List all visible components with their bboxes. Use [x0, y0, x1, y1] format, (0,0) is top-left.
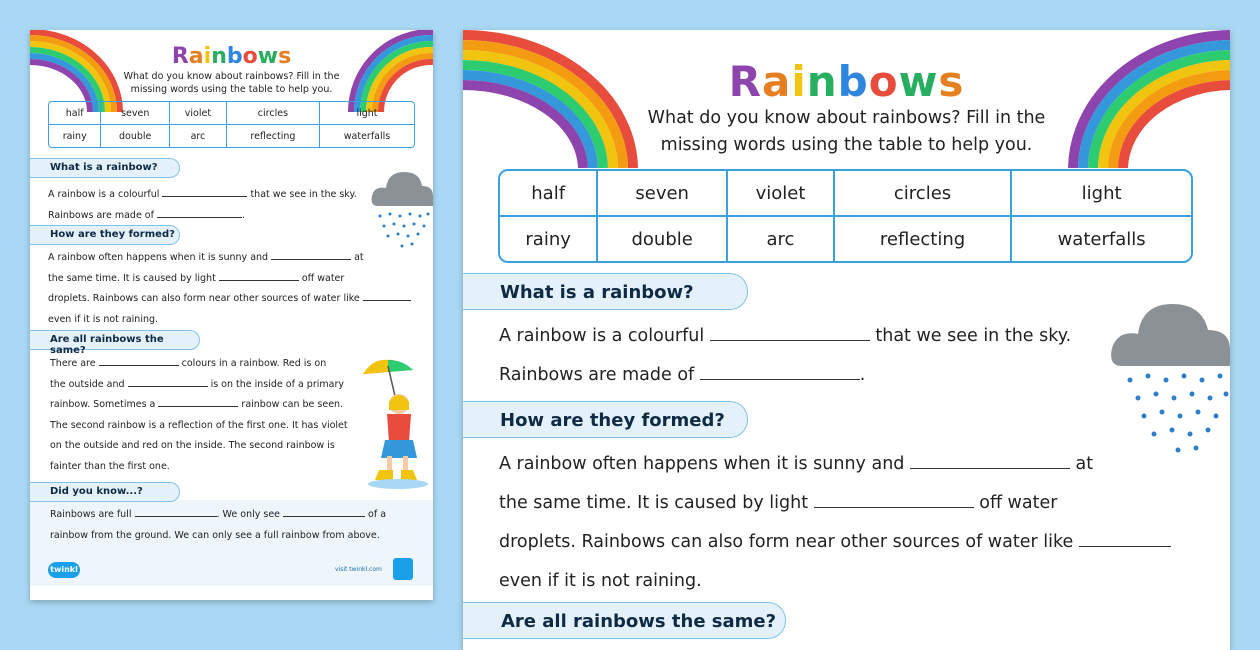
answer-blank[interactable] — [158, 406, 238, 407]
answer-blank[interactable] — [271, 259, 351, 260]
answer-blank[interactable] — [99, 365, 179, 366]
fill-line: droplets. Rainbows can also form near other sources of water like — [48, 289, 418, 310]
word-bank-row — [49, 125, 414, 147]
word-bank-cell: seven — [598, 171, 728, 217]
fill-line: A rainbow often happens when it is sunny and at — [48, 252, 364, 263]
section-heading-are-all-rainbows-the-same: Are all rainbows the same? — [463, 602, 786, 639]
section-heading-how-are-they-formed: How are they formed? — [463, 401, 748, 438]
word-bank-row — [49, 102, 414, 125]
fill-line: Rainbows are made of . — [48, 210, 246, 221]
twinkl-logo: twinkl — [48, 562, 80, 578]
girl-with-umbrella-illustration — [343, 352, 433, 492]
fill-line: the same time. It is caused by light off water — [48, 272, 345, 284]
word-bank-cell: light — [320, 102, 414, 125]
rainbow-right-small — [348, 30, 433, 112]
word-bank-table — [498, 169, 1193, 263]
title-letter: a — [188, 44, 204, 69]
word-bank-cell: half — [500, 171, 598, 217]
fill-line: Rainbows are made of . — [499, 365, 866, 385]
fill-line: rainbow. Sometimes a rainbow can be seen. — [50, 399, 344, 410]
word-bank-cell: waterfalls — [1057, 228, 1146, 250]
answer-blank[interactable] — [219, 280, 299, 281]
word-bank-cell: double — [101, 125, 170, 147]
worksheet-subtitle: What do you know about rainbows? Fill in the missing words using the table to help you. — [647, 108, 1046, 155]
text-line: on the outside and red on the inside. The second rainbow is — [50, 440, 335, 451]
fill-line: There are colours in a rainbow. Red is on — [50, 358, 327, 369]
worksheet-subtitle: What do you know about rainbows? Fill in the missing words using the table to help you. — [123, 71, 340, 95]
title-letter: o — [242, 44, 258, 69]
word-bank-cell: circles — [227, 102, 320, 125]
section-body-how-are-they-formed — [48, 248, 418, 330]
word-bank-cell: waterfalls — [343, 130, 391, 142]
fill-line: droplets. Rainbows can also form near other sources of water like — [499, 523, 1209, 562]
word-bank-cell: arc — [728, 217, 835, 261]
title-letter: b — [226, 44, 243, 69]
section-heading-are-all-rainbows-the-same: Are all rainbows the same? — [30, 330, 200, 350]
title-letter: R — [728, 57, 762, 106]
title-letter: w — [257, 44, 279, 69]
fill-line: A rainbow often happens when it is sunny and at — [499, 454, 1094, 474]
word-bank-cell: circles — [835, 171, 1012, 217]
fill-line: the same time. It is caused by light off water — [499, 493, 1058, 513]
title-letter: n — [211, 44, 227, 69]
section-heading-did-you-know: Did you know...? — [30, 482, 180, 502]
title-letter: s — [938, 57, 965, 106]
answer-blank[interactable] — [283, 516, 365, 517]
answer-blank[interactable] — [814, 507, 974, 508]
word-bank-table — [48, 101, 415, 148]
section-heading-how-are-they-formed: How are they formed? — [30, 225, 180, 245]
section-body-how-are-they-formed — [499, 445, 1209, 601]
title-letter: w — [898, 57, 939, 106]
answer-blank[interactable] — [710, 340, 870, 341]
worksheet-preview-small — [30, 30, 433, 600]
title-letter: b — [837, 57, 869, 106]
word-bank-cell: rainy — [49, 125, 101, 147]
answer-blank[interactable] — [363, 300, 411, 301]
section-body-did-you-know — [50, 505, 420, 546]
twinkl-badge-icon — [393, 558, 413, 580]
word-bank-cell: half — [49, 102, 101, 125]
word-bank-cell: seven — [101, 102, 170, 125]
word-bank-cell: double — [598, 217, 728, 261]
word-bank-cell: light — [1012, 171, 1191, 217]
word-bank-row — [500, 217, 1191, 261]
answer-blank[interactable] — [700, 379, 860, 380]
worksheet-title — [463, 57, 1230, 106]
text-line: The second rainbow is a reflection of the first one. It has violet — [50, 419, 348, 431]
footer-url[interactable]: visit twinkl.com — [335, 566, 382, 573]
section-body-what-is-a-rainbow — [48, 184, 368, 226]
answer-blank[interactable] — [135, 516, 217, 517]
fill-line: even if it is not raining. — [48, 313, 159, 325]
section-heading-what-is-a-rainbow: What is a rainbow? — [30, 158, 180, 178]
text-line: fainter than the first one. — [50, 460, 170, 472]
word-bank-cell: reflecting — [227, 125, 320, 147]
rain-cloud-icon — [1108, 278, 1230, 458]
title-letter: i — [791, 57, 807, 106]
answer-blank[interactable] — [1079, 546, 1171, 547]
section-heading-what-is-a-rainbow: What is a rainbow? — [463, 273, 748, 310]
answer-blank[interactable] — [157, 217, 242, 218]
word-bank-row — [500, 171, 1191, 217]
word-bank-cell: violet — [728, 171, 835, 217]
answer-blank[interactable] — [162, 196, 247, 197]
section-body-what-is-a-rainbow — [499, 317, 1119, 395]
word-bank-cell: arc — [170, 125, 227, 147]
word-bank-cell: reflecting — [835, 217, 1012, 261]
title-letter: o — [868, 57, 899, 106]
worksheet-title — [30, 44, 433, 69]
title-letter: n — [806, 57, 838, 106]
section-body-are-all-rainbows-the-same — [50, 354, 350, 477]
title-letter: a — [761, 57, 792, 106]
answer-blank[interactable] — [910, 468, 1070, 469]
title-letter: s — [278, 44, 292, 69]
fill-line: A rainbow is a colourful that we see in the sky. — [48, 189, 357, 200]
title-letter: R — [171, 44, 189, 69]
word-bank-cell: violet — [170, 102, 227, 125]
title-letter: i — [203, 44, 212, 69]
fill-line: even if it is not raining. — [499, 571, 702, 591]
rain-cloud-icon — [370, 158, 433, 250]
fill-line: A rainbow is a colourful that we see in the sky. — [499, 326, 1072, 346]
answer-blank[interactable] — [128, 386, 208, 387]
fill-line: the outside and is on the inside of a primary — [50, 378, 344, 390]
fill-line: Rainbows are full . We only see of a — [50, 509, 387, 520]
word-bank-cell: rainy — [500, 217, 598, 261]
worksheet-preview-large — [463, 30, 1230, 650]
text-line: rainbow from the ground. We can only see a full rainbow from above. — [50, 529, 380, 541]
